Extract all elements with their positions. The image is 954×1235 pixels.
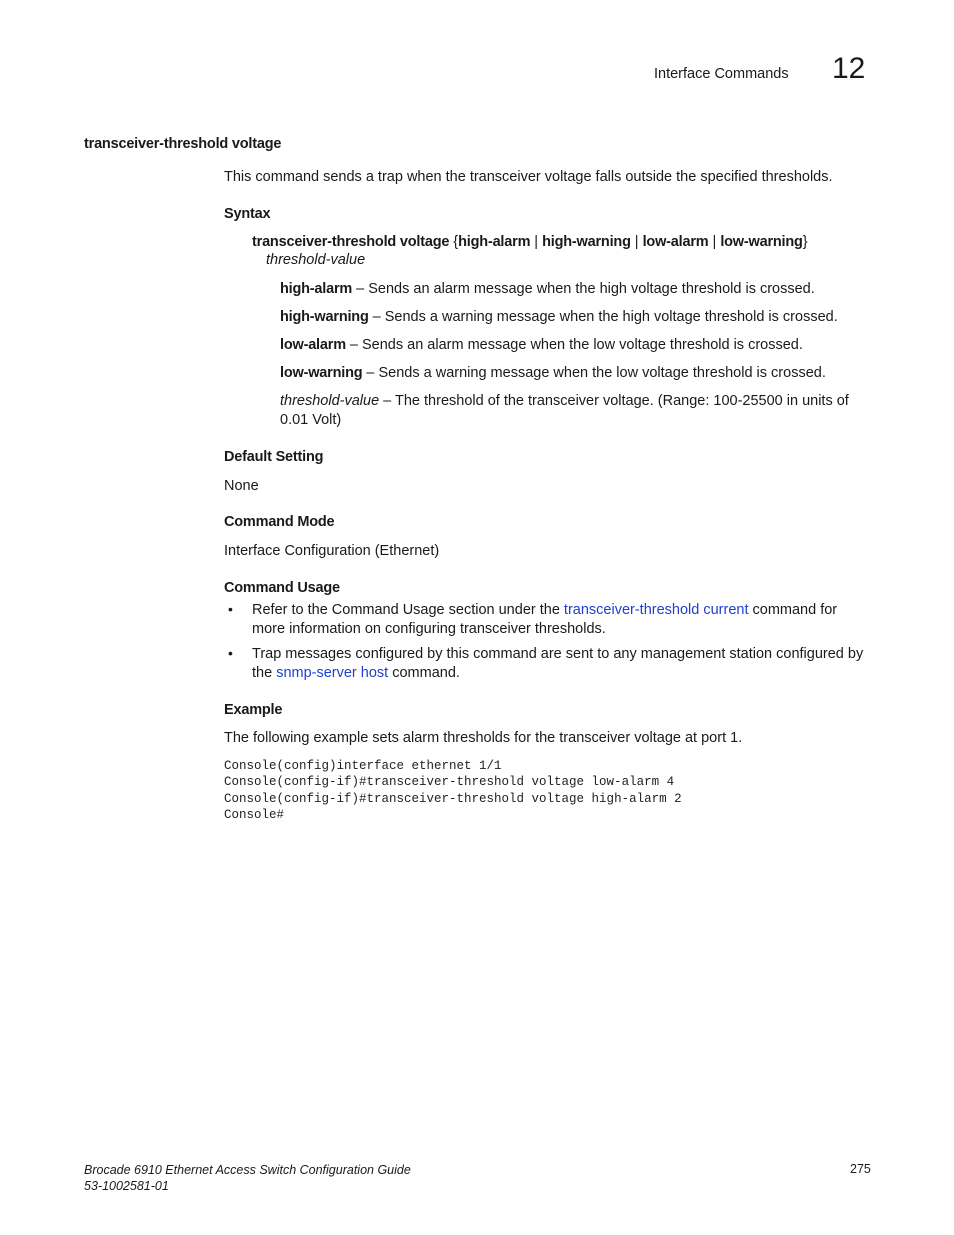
param-name: low-warning (280, 365, 363, 381)
usage-text: command. (388, 665, 460, 681)
syntax-close-brace: } (802, 234, 808, 250)
syntax-option-high-alarm: high-alarm (458, 234, 531, 250)
command-usage-heading: Command Usage (224, 580, 340, 596)
command-title: transceiver-threshold voltage (84, 136, 282, 152)
syntax-open-brace: { (453, 234, 459, 250)
code-line: Console(config-if)#transceiver-threshold voltage low-alarm 4 (224, 775, 675, 790)
example-heading: Example (224, 702, 283, 718)
bullet-icon: • (228, 601, 233, 617)
footer-doc-number: 53-1002581-01 (84, 1179, 169, 1193)
syntax-separator: | (634, 234, 639, 250)
syntax-option-high-warning: high-warning (542, 234, 631, 250)
syntax-option-low-alarm: low-alarm (642, 234, 709, 250)
syntax-heading: Syntax (224, 206, 271, 222)
page-number: 275 (850, 1162, 871, 1176)
param-threshold-value (280, 392, 874, 430)
example-intro: The following example sets alarm thresholds for the transceiver voltage at port 1. (224, 730, 743, 746)
command-mode-value: Interface Configuration (Ethernet) (224, 543, 440, 559)
param-name: high-alarm (280, 281, 353, 297)
syntax-argument: threshold-value (266, 252, 366, 268)
param-name: threshold-value (280, 393, 380, 409)
param-low-warning (280, 364, 874, 383)
param-desc: – The threshold of the transceiver voltage. (Range: 100-25500 in units of 0.01 Volt) (280, 393, 849, 428)
usage-item (252, 645, 874, 683)
param-desc: – Sends a warning message when the high voltage threshold is crossed. (368, 309, 838, 325)
running-header-section: Interface Commands (654, 66, 789, 82)
chapter-number: 12 (832, 52, 866, 85)
param-low-alarm (280, 336, 874, 355)
usage-text: Refer to the Command Usage section under the (252, 602, 564, 618)
param-desc: – Sends a warning message when the low voltage threshold is crossed. (362, 365, 826, 381)
default-setting-heading: Default Setting (224, 449, 324, 465)
param-name: high-warning (280, 309, 369, 325)
param-high-alarm (280, 280, 874, 299)
param-high-warning (280, 308, 874, 327)
code-line: Console(config)interface ethernet 1/1 (224, 759, 502, 773)
syntax-line (252, 234, 808, 250)
footer-guide-title: Brocade 6910 Ethernet Access Switch Configuration Guide (84, 1163, 411, 1177)
param-name: low-alarm (280, 337, 346, 353)
command-mode-heading: Command Mode (224, 514, 335, 530)
code-line: Console# (224, 807, 285, 822)
usage-text: command for more information on configuring transceiver thresholds. (252, 602, 838, 637)
syntax-separator: | (534, 234, 539, 250)
xref-link-transceiver-threshold-current[interactable]: transceiver-threshold current (563, 602, 749, 618)
param-desc: – Sends an alarm message when the low voltage threshold is crossed. (345, 337, 803, 353)
syntax-separator: | (712, 234, 717, 250)
bullet-icon: • (228, 645, 233, 661)
usage-item (252, 601, 874, 639)
code-example (224, 758, 682, 823)
syntax-option-low-warning: low-warning (720, 234, 803, 250)
code-line: Console(config-if)#transceiver-threshold voltage high-alarm 2 (224, 791, 682, 806)
xref-link-snmp-server-host[interactable]: snmp-server host (276, 665, 389, 681)
param-desc: – Sends an alarm message when the high voltage threshold is crossed. (352, 281, 815, 297)
usage-text: Trap messages configured by this command are sent to any management station configured by the (252, 646, 864, 681)
syntax-command: transceiver-threshold voltage (252, 234, 450, 250)
command-description: This command sends a trap when the transceiver voltage falls outside the specified thresholds. (224, 169, 833, 185)
default-setting-value: None (224, 478, 259, 494)
